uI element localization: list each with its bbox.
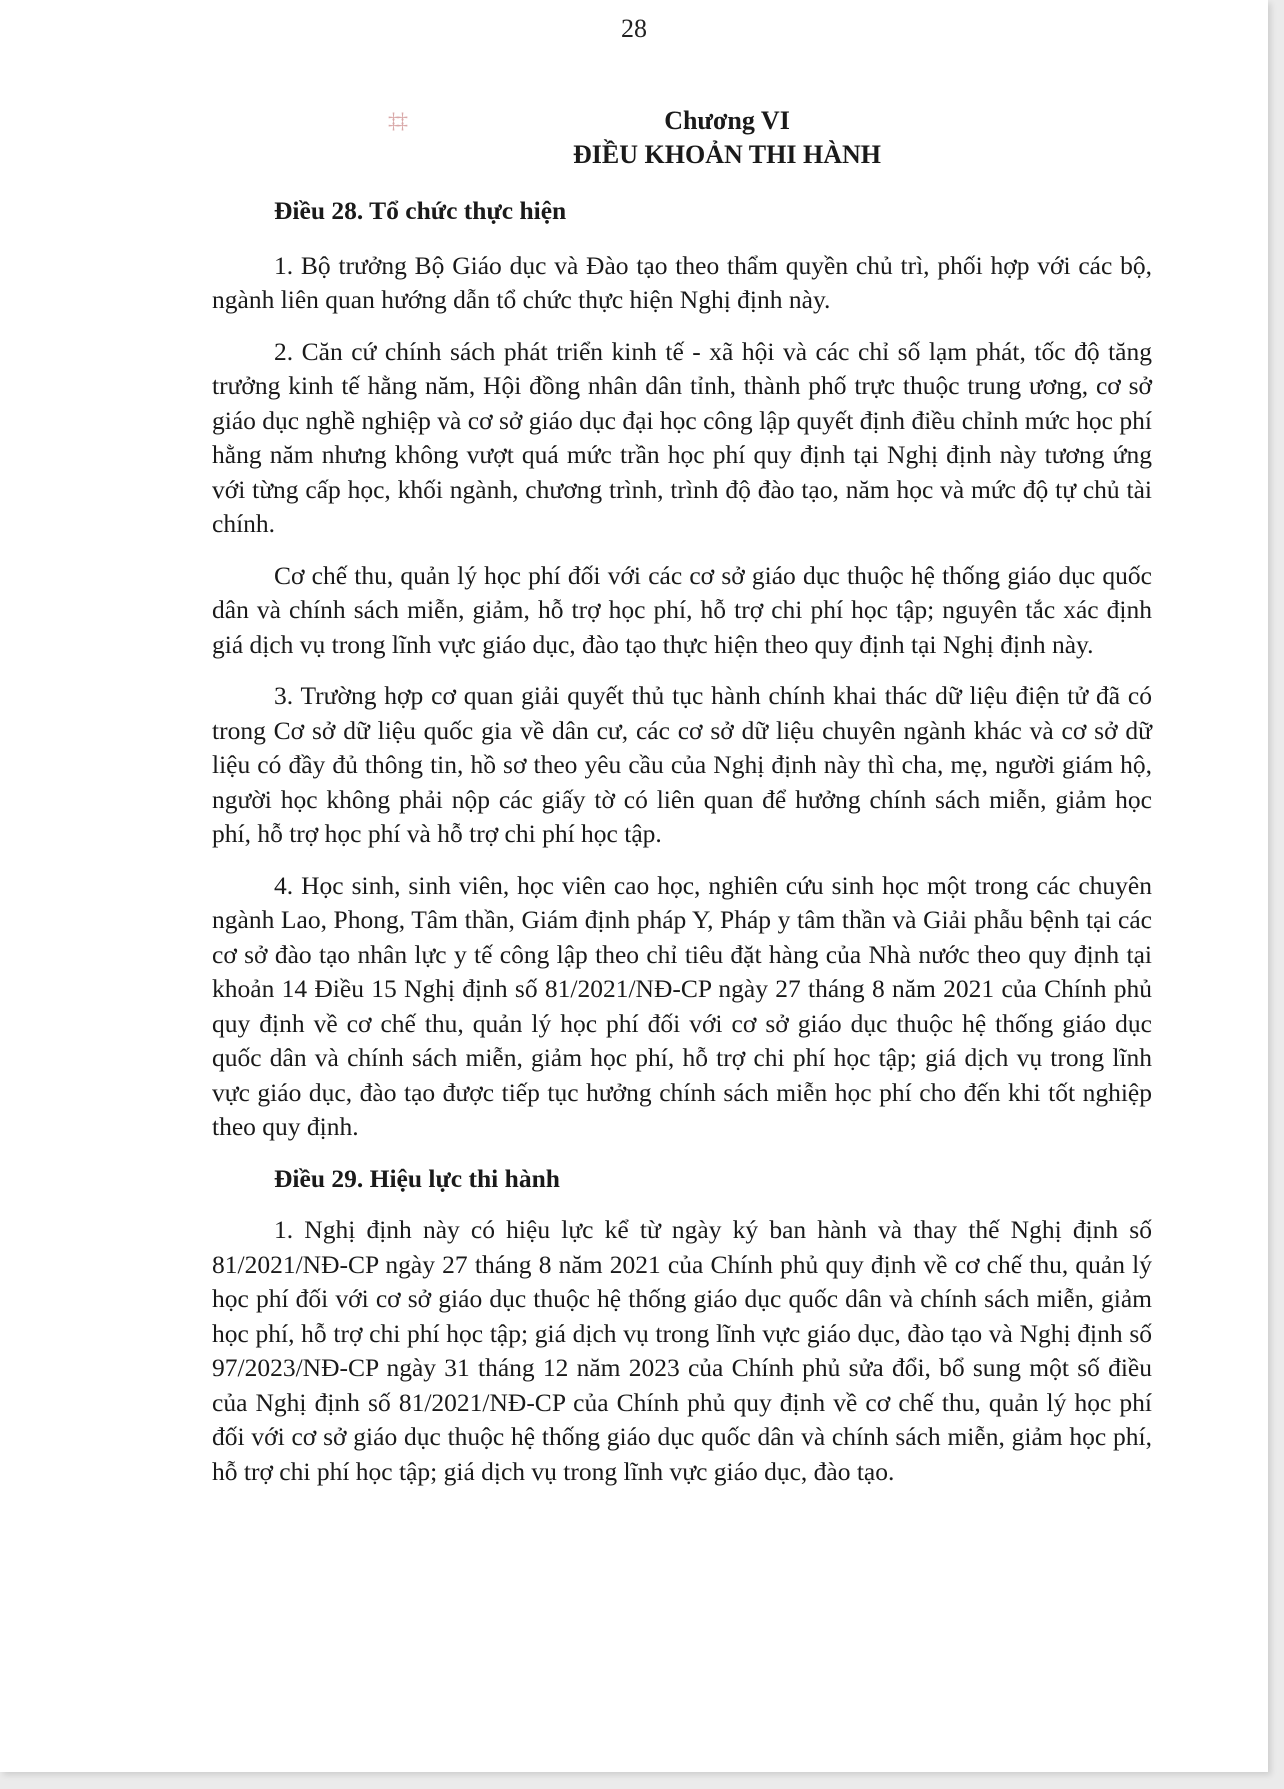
- stamp-mark: ‡‡: [388, 108, 406, 133]
- article-29-paragraph-1: 1. Nghị định này có hiệu lực kể từ ngày ký ban hành và thay thế Nghị định số 81/2021/NĐ-CP ngày 27 tháng 8 năm 2021 của Chính phủ quy định về cơ chế thu, quản lý học phí đối với cơ sở giáo dục thuộc hệ thống giáo dục quốc dân và chính sách miễn, giảm học phí, hỗ trợ chi phí học tập; giá dịch vụ trong lĩnh vực giáo dục, đào tạo và Nghị định số 97/2023/NĐ-CP ngày 31 tháng 12 năm 2023 của Chính phủ sửa đổi, bổ sung một số điều của Nghị định số 81/2021/NĐ-CP của Chính phủ quy định về cơ chế thu, quản lý học phí đối với cơ sở giáo dục thuộc hệ thống giáo dục quốc dân và chính sách miễn, giảm học phí, hỗ trợ chi phí học tập; giá dịch vụ trong lĩnh vực giáo dục, đào tạo.: [212, 1215, 1152, 1486]
- article-28-paragraph-5: 4. Học sinh, sinh viên, học viên cao học, nghiên cứu sinh học một trong các chuyên ngành Lao, Phong, Tâm thần, Giám định pháp Y, Pháp y tâm thần và Giải phẫu bệnh tại các cơ sở đào tạo nhân lực y tế công lập theo chỉ tiêu đặt hàng của Nhà nước theo quy định tại khoản 14 Điều 15 Nghị định số 81/2021/NĐ-CP ngày 27 tháng 8 năm 2021 của Chính phủ quy định về cơ chế thu, quản lý học phí đối với cơ sở giáo dục thuộc hệ thống giáo dục quốc dân và chính sách miễn, giảm học phí, hỗ trợ chi phí học tập; giá dịch vụ trong lĩnh vực giáo dục, đào tạo được tiếp tục hưởng chính sách miễn học phí cho đến khi tốt nghiệp theo quy định.: [212, 870, 1152, 1141]
- chapter-heading: [302, 104, 1152, 172]
- article-28-paragraph-2: 2. Căn cứ chính sách phát triển kinh tế - xã hội và các chỉ số lạm phát, tốc độ tăng trưởng kinh tế hằng năm, Hội đồng nhân dân tỉnh, thành phố trực thuộc trung ương, cơ sở giáo dục nghề nghiệp và cơ sở giáo dục đại học công lập quyết định điều chỉnh mức học phí hằng năm nhưng không vượt quá mức trần học phí quy định tại Nghị định này tương ứng với từng cấp học, khối ngành, chương trình, trình độ đào tạo, năm học và mức độ tự chủ tài chính.: [212, 336, 1152, 538]
- chapter-number: Chương VI: [664, 106, 790, 135]
- article-28-paragraph-3: Cơ chế thu, quản lý học phí đối với các cơ sở giáo dục thuộc hệ thống giáo dục quốc dân và chính sách miễn, giảm, hỗ trợ học phí, hỗ trợ chi phí học tập; nguyên tắc xác định giá dịch vụ trong lĩnh vực giáo dục, đào tạo thực hiện theo quy định tại Nghị định này.: [212, 560, 1152, 659]
- article-28-title: Điều 28. Tổ chức thực hiện: [274, 196, 567, 225]
- document-body: [212, 100, 1152, 1489]
- page-number: 28: [621, 14, 647, 43]
- article-28-paragraph-4: 3. Trường hợp cơ quan giải quyết thủ tục hành chính khai thác dữ liệu điện tử đã có trong Cơ sở dữ liệu quốc gia về dân cư, các cơ sở dữ liệu chuyên ngành khác và cơ sở dữ liệu có đầy đủ thông tin, hồ sơ theo yêu cầu của Nghị định này thì cha, mẹ, người giám hộ, người học không phải nộp các giấy tờ có liên quan để hưởng chính sách miễn, giảm học phí, hỗ trợ học phí và hỗ trợ chi phí học tập.: [212, 681, 1152, 848]
- chapter-title: ĐIỀU KHOẢN THI HÀNH: [573, 140, 881, 169]
- article-28-paragraph-1: 1. Bộ trưởng Bộ Giáo dục và Đào tạo theo thẩm quyền chủ trì, phối hợp với các bộ, ngành liên quan hướng dẫn tổ chức thực hiện Nghị định này.: [212, 250, 1152, 314]
- article-29-title: Điều 29. Hiệu lực thi hành: [274, 1163, 560, 1193]
